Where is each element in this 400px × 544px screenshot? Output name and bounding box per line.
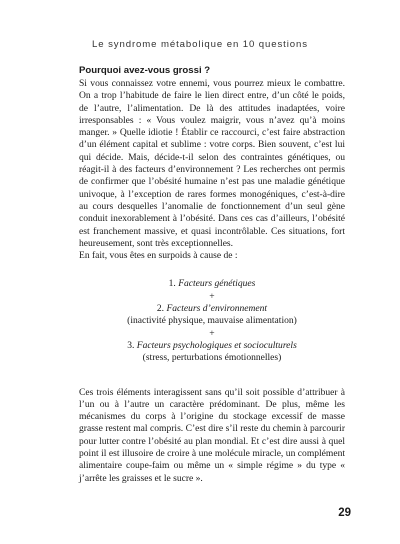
page-number: 29 xyxy=(338,507,351,519)
factors-list xyxy=(79,278,345,364)
running-head: Le syndrome métabolique en 10 questions xyxy=(92,39,308,50)
factor-name: Facteurs génétiques xyxy=(178,278,256,290)
plus-sign: + xyxy=(209,327,215,339)
factor-number: 3. xyxy=(127,339,137,351)
paragraph-causes-intro: En fait, vous êtes en surpoids à cause de : xyxy=(79,250,238,262)
factor-number: 1. xyxy=(168,278,179,290)
paragraph-intro: Si vous connaissez votre ennemi, vous pourrez mieux le combattre. On a trop l’habitude de faire le lien direct entre, d’un côté le poids, de l’autre, l’alimentation. De là des attitudes inadaptées, voire irresponsables : « Vous voulez maigrir, vous n’avez qu’à moins manger. » Quelle idiotie ! Établir ce raccourci, c’est faire abstraction d’un élément capital et sublime : votre corps. Bien souvent, c’est lui qui décide. Mais, décide-t-il selon des contraintes génétiques, ou réagit-il à des facteurs d’environnement ? Les recherches ont permis de confirmer que l’obésité humaine n’est pas une maladie génétique univoque, à l’exception de rares formes monogéniques, c’est-à-dire au cours desquelles l’anomalie de fonctionnement d’un seul gène conduit inexorablement à l’obésité. Dans ces cas d’ailleurs, l’obésité est franchement massive, et quasi incontrôlable. Ces situations, fort heureusement, sont très exceptionnelles. xyxy=(79,78,345,249)
paragraph-conclusion: Ces trois éléments interagissent sans qu’il soit possible d’attribuer à l’un ou à l’autre un caractère prédominant. De plus, même les mécanismes du corps à l’origine du stockage excessif de masse grasse restent mal compris. C’est dire s’il reste du chemin à parcourir pour lutter contre l’obésité au plan mondial. Et c’est dire aussi à quel point il est illusoire de croire à une molécule miracle, un complément alimentaire coupe-faim ou même un « simple régime » du type « j’arrête les graisses et le sucre ». xyxy=(79,386,345,484)
factor-name: Facteurs d’environnement xyxy=(166,303,268,315)
factor-name: Facteurs psychologiques et socioculturels xyxy=(136,339,297,351)
factor-psychological xyxy=(79,340,345,352)
page-body xyxy=(79,64,345,485)
factor-detail: (stress, perturbations émotionnelles) xyxy=(142,352,282,364)
section-heading: Pourquoi avez-vous grossi ? xyxy=(79,65,211,76)
plus-sign: + xyxy=(209,290,215,302)
factor-genetic xyxy=(79,278,345,290)
factor-detail: (inactivité physique, mauvaise alimentation) xyxy=(127,315,297,327)
factor-environment xyxy=(79,303,345,315)
factor-number: 2. xyxy=(156,303,167,315)
